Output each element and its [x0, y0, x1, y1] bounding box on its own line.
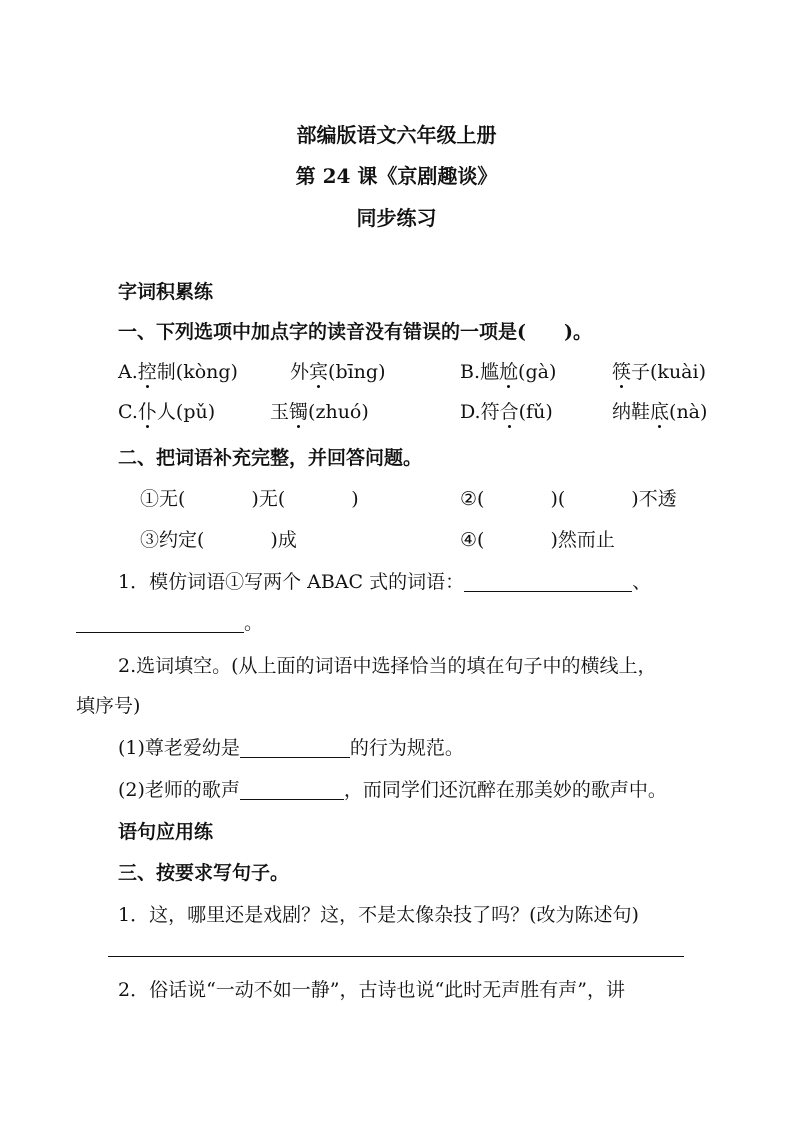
title-lesson: 第 24 课《京剧趣谈》 — [295, 164, 498, 188]
title-practice: 同步练习 — [356, 206, 437, 230]
option-c-item-2: 玉镯(zhuó) — [270, 401, 369, 423]
option-c-item-1: C.仆人(pǔ) — [118, 401, 216, 423]
option-d-item-2: 纳鞋底(nà) — [612, 401, 708, 423]
question-1-stem: 一、下列选项中加点字的读音没有错误的一项是( )。 — [118, 321, 592, 343]
fill-sentence-1: (1)尊老爱幼是 的行为规范。 — [118, 737, 464, 759]
word-2: ②( )( )不透 — [460, 488, 677, 510]
question-2-sub-2-cont: 填序号) — [76, 695, 141, 717]
answer-line[interactable] — [76, 614, 244, 633]
dotted-char: 合 — [499, 401, 519, 423]
question-2-sub-1-cont: 。 — [76, 614, 263, 633]
dotted-char: 控 — [137, 361, 157, 383]
dotted-char: 底 — [650, 401, 670, 423]
question-3-sub-2: 2．俗话说“一动不如一静”，古诗也说“此时无声胜有声”，讲 — [118, 979, 625, 1001]
dotted-char: 仆 — [137, 401, 157, 423]
dotted-char: 宾 — [309, 361, 329, 383]
word-4: ④( )然而止 — [460, 529, 615, 551]
question-2-sub-2: 2.选词填空。(从上面的词语中选择恰当的填在句子中的横线上， — [118, 655, 657, 677]
dotted-char: 镯 — [289, 401, 309, 423]
word-1: ①无( )无( ) — [140, 488, 359, 510]
answer-line[interactable] — [464, 573, 632, 592]
option-b-item-1: B.尴尬(gà) — [460, 361, 557, 383]
word-3: ③约定( )成 — [140, 529, 297, 551]
question-3-stem: 三、按要求写句子。 — [118, 862, 290, 884]
question-3-sub-1: 1．这，哪里还是戏剧？这，不是太像杂技了吗？(改为陈述句) — [118, 904, 639, 926]
fill-sentence-2: (2)老师的歌声 ，而同学们还沉醉在那美妙的歌声中。 — [118, 779, 667, 801]
answer-line[interactable] — [240, 781, 344, 800]
answer-line[interactable] — [108, 956, 684, 957]
option-a-item-2: 外宾(bīng) — [290, 361, 386, 383]
section-heading-sentences: 语句应用练 — [118, 821, 214, 843]
section-heading-vocabulary: 字词积累练 — [118, 281, 214, 303]
answer-line[interactable] — [240, 739, 350, 758]
dotted-char: 尬 — [499, 361, 519, 383]
option-b-item-2: 筷子(kuài) — [612, 361, 706, 383]
option-d-item-1: D.符合(fǔ) — [460, 401, 553, 423]
title-textbook: 部编版语文六年级上册 — [296, 123, 497, 147]
question-2-stem: 二、把词语补充完整，并回答问题。 — [118, 447, 423, 469]
question-2-sub-1: 1．模仿词语①写两个 ABAC 式的词语： 、 — [118, 571, 652, 593]
dotted-char: 筷 — [612, 361, 632, 383]
option-a-item-1: A.控制(kòng) — [118, 361, 238, 383]
